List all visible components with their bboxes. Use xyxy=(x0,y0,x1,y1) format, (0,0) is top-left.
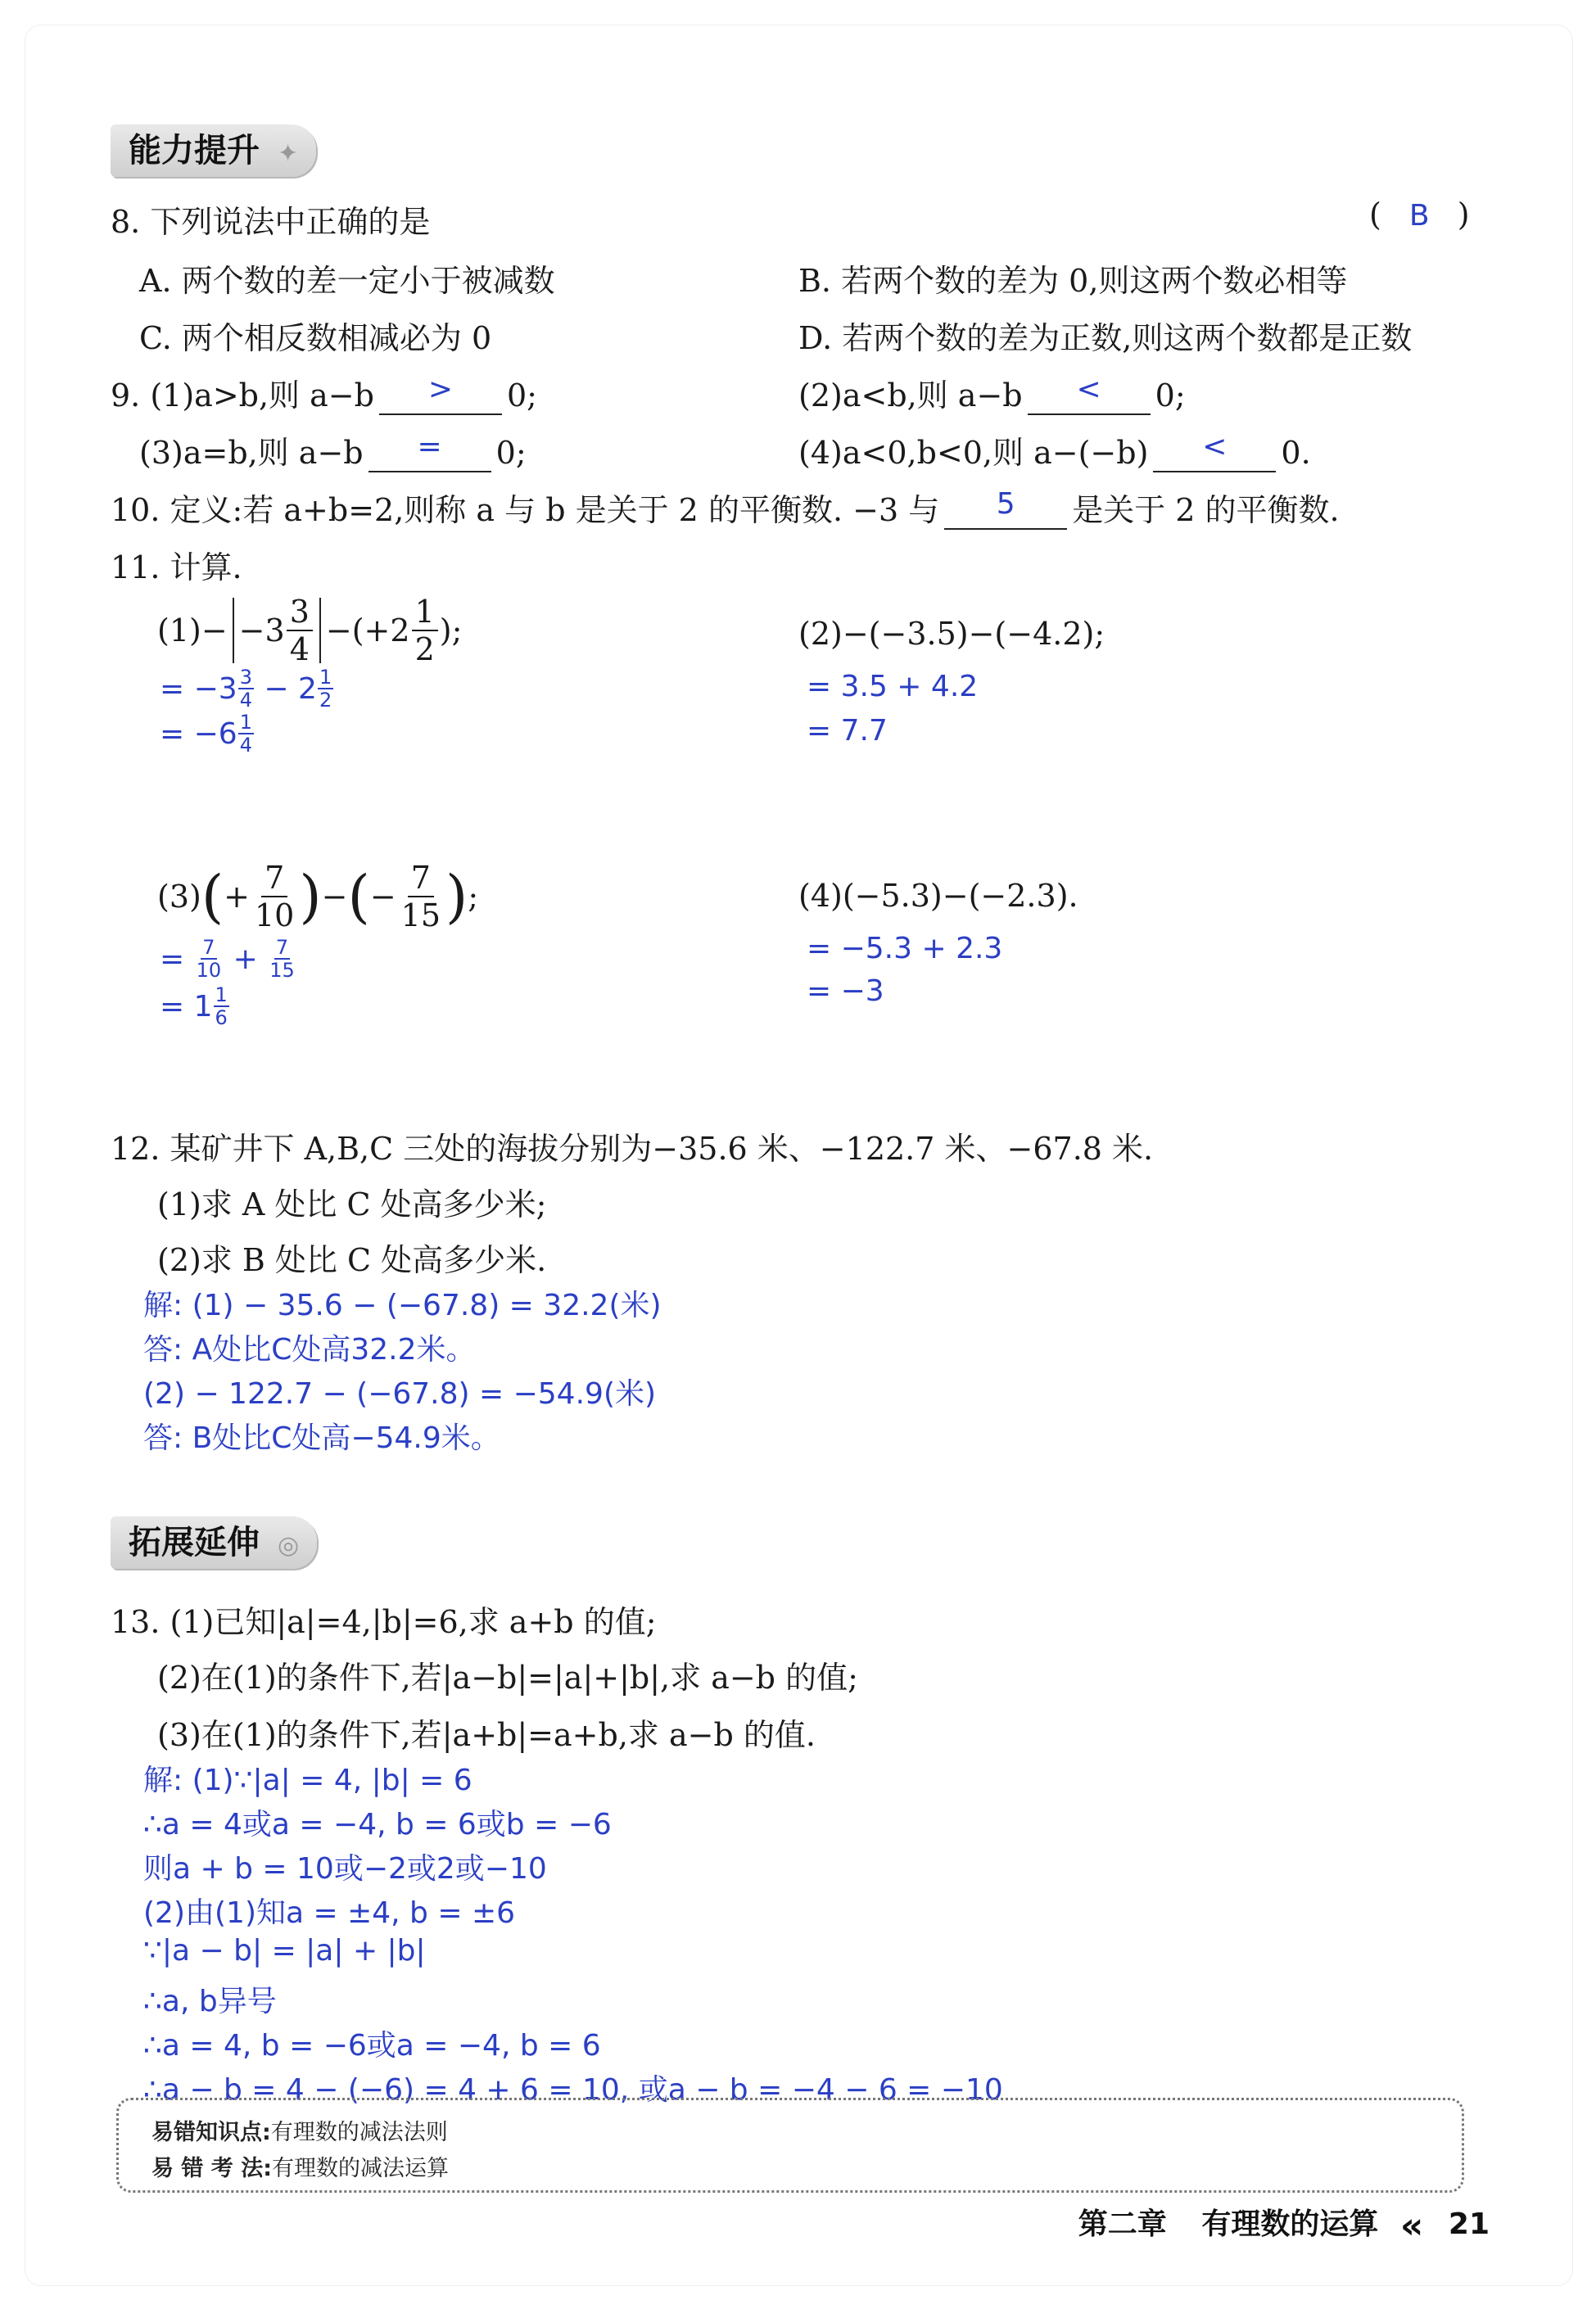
error-tip-line1 xyxy=(151,2114,448,2146)
frac-den: 2 xyxy=(319,689,332,712)
q13-work-line6: ∴a, b异号 xyxy=(143,1985,277,2018)
q8-answer-bracket xyxy=(1369,197,1470,233)
q11-stem: 11. 计算. xyxy=(111,549,242,585)
q11-part1-frac2 xyxy=(412,596,438,665)
q13-work-line5: ∵|a − b| = |a| + |b| xyxy=(143,1934,426,1968)
work-text: − 2 xyxy=(254,671,317,706)
lightbulb-icon: ◎ xyxy=(277,1531,300,1560)
q11-part1-work-line1 xyxy=(160,667,334,710)
q13-work-line8: ∴a − b = 4 − (−6) = 4 + 6 = 10, 或a − b = −4 − 6 = −10 xyxy=(143,2073,1003,2107)
section-title: 能力提升 xyxy=(129,132,260,169)
q12-work-line4: 答: B处比C处高−54.9米。 xyxy=(143,1421,500,1455)
q9-part1-text: 9. (1)a>b,则 a−b xyxy=(111,377,374,413)
q11-part1-work-line2 xyxy=(160,712,255,755)
page-number: 21 xyxy=(1448,2207,1490,2241)
abs-bar-right xyxy=(319,598,321,663)
q10-answer: 5 xyxy=(996,487,1015,521)
q8-option-c: C. 两个相反数相减必为 0 xyxy=(139,320,492,356)
work-text: = −6 xyxy=(160,716,237,751)
frac-den: 4 xyxy=(289,631,310,667)
q8-answer: B xyxy=(1408,199,1430,233)
work-frac xyxy=(238,667,254,710)
q9-part1-answer: > xyxy=(427,373,454,406)
section-banner-extension xyxy=(111,1516,317,1569)
q9-part2-text: (2)a<b,则 a−b xyxy=(798,377,1023,413)
sign: + xyxy=(224,879,250,915)
q11-part3-work-line1 xyxy=(160,938,297,980)
q9-part4-answer: < xyxy=(1202,430,1228,463)
work-text: = xyxy=(160,942,194,976)
work-frac xyxy=(214,985,229,1028)
q12-part1: (1)求 A 处比 C 处高多少米; xyxy=(157,1186,547,1222)
frac-num: 1 xyxy=(239,711,252,734)
q9-part1 xyxy=(111,370,537,415)
work-frac xyxy=(238,712,254,755)
frac-den: 15 xyxy=(400,897,441,933)
q13-part2: (2)在(1)的条件下,若|a−b|=|a|+|b|,求 a−b 的值; xyxy=(157,1660,858,1696)
q11-part4-work-line2: = −3 xyxy=(807,974,884,1008)
q9-part3-blank xyxy=(368,430,491,472)
q11-part2: (2)−(−3.5)−(−4.2); xyxy=(798,616,1105,652)
abs-bar-left xyxy=(233,598,234,663)
work-text: + xyxy=(224,942,268,976)
q11-part4-work-line1: = −5.3 + 2.3 xyxy=(807,932,1003,965)
q13-part1: 13. (1)已知|a|=4,|b|=6,求 a+b 的值; xyxy=(111,1604,657,1640)
q13-work-line7: ∴a = 4, b = −6或a = −4, b = 6 xyxy=(143,2029,601,2063)
q10-text: 10. 定义:若 a+b=2,则称 a 与 b 是关于 2 的平衡数. −3 与 xyxy=(111,492,940,528)
frac-den: 15 xyxy=(269,959,295,982)
chapter-label: 第二章 xyxy=(1078,2207,1167,2241)
bracket-open: ( xyxy=(1369,197,1381,233)
tip-label: 易 错 考 法: xyxy=(151,2156,272,2181)
frac-num: 1 xyxy=(319,666,332,689)
q11-part3-end: ; xyxy=(468,879,479,915)
q9-part1-blank xyxy=(379,373,502,415)
q9-part4-blank xyxy=(1153,430,1276,472)
tip-value: 有理数的减法法则 xyxy=(270,2120,448,2145)
q9-part4-tail: 0. xyxy=(1281,435,1311,471)
frac-num: 1 xyxy=(412,596,438,631)
sign: − xyxy=(321,879,348,915)
chapter-topic: 有理数的运算 xyxy=(1201,2207,1379,2241)
work-text: = −3 xyxy=(160,671,237,706)
work-frac xyxy=(195,938,224,980)
q9-part2-blank xyxy=(1028,373,1151,415)
q11-part1-label: (1)− xyxy=(157,612,228,648)
q9-part3-text: (3)a=b,则 a−b xyxy=(139,435,364,471)
section-banner-ability xyxy=(111,124,316,177)
q11-part3-frac2 xyxy=(398,862,444,931)
frac-den: 10 xyxy=(254,897,295,933)
q12-stem: 12. 某矿井下 A,B,C 三处的海拔分别为−35.6 米、−122.7 米、−67.8 米. xyxy=(111,1131,1154,1167)
q8-option-a: A. 两个数的差一定小于被减数 xyxy=(139,263,555,299)
section-title: 拓展延伸 xyxy=(129,1524,260,1561)
q11-part1-end: ); xyxy=(439,612,463,648)
q9-part2-answer: < xyxy=(1076,373,1101,406)
q11-part4: (4)(−5.3)−(−2.3). xyxy=(798,878,1078,914)
frac-num: 7 xyxy=(261,862,287,897)
q11-part3-label: (3) xyxy=(157,879,201,915)
q11-part1-whole1: −3 xyxy=(238,612,285,648)
q11-part3 xyxy=(157,860,478,933)
sign: − xyxy=(369,879,396,915)
q10-blank xyxy=(944,487,1067,530)
q11-part2-work-line1: = 3.5 + 4.2 xyxy=(807,670,979,703)
paren: ) xyxy=(445,863,468,930)
q11-part1 xyxy=(157,594,462,667)
work-frac xyxy=(268,938,296,980)
q12-part2: (2)求 B 处比 C 处高多少米. xyxy=(157,1242,547,1278)
q9-part3-tail: 0; xyxy=(495,435,527,471)
frac-den: 4 xyxy=(239,689,252,712)
work-text: = 1 xyxy=(160,989,213,1023)
frac-num: 3 xyxy=(239,666,252,689)
paren: ) xyxy=(299,863,322,930)
q8-option-b: B. 若两个数的差为 0,则这两个数必相等 xyxy=(798,263,1348,299)
q9-part4-text: (4)a<0,b<0,则 a−(−b) xyxy=(798,435,1149,471)
q11-part2-work-line2: = 7.7 xyxy=(807,714,888,748)
q9-part2-tail: 0; xyxy=(1155,377,1186,413)
q8-option-d: D. 若两个数的差为正数,则这两个数都是正数 xyxy=(798,320,1413,356)
error-tip-line2 xyxy=(151,2150,449,2182)
q10 xyxy=(111,485,1340,530)
q10-tail: 是关于 2 的平衡数. xyxy=(1072,492,1340,528)
frac-den: 6 xyxy=(215,1006,228,1029)
q11-part3-work-line2 xyxy=(160,985,230,1028)
q11-part1-mid: −(+2 xyxy=(325,612,410,648)
work-frac xyxy=(318,667,333,710)
q8-stem: 8. 下列说法中正确的是 xyxy=(111,204,431,240)
page-footer xyxy=(1078,2201,1490,2247)
star-icon: ✦ xyxy=(277,139,299,168)
q11-part1-frac1 xyxy=(287,596,313,665)
tip-label: 易错知识点: xyxy=(151,2120,271,2145)
tip-value: 有理数的减法运算 xyxy=(272,2156,449,2181)
frac-num: 7 xyxy=(202,936,215,959)
q9-part3-answer: = xyxy=(417,430,442,463)
q9-part1-tail: 0; xyxy=(506,377,537,413)
frac-num: 1 xyxy=(215,983,228,1006)
q13-part3: (3)在(1)的条件下,若|a+b|=a+b,求 a−b 的值. xyxy=(157,1717,816,1753)
paren: ( xyxy=(201,863,224,930)
frac-num: 7 xyxy=(408,862,434,897)
bracket-close: ) xyxy=(1457,197,1470,233)
q13-work-line2: ∴a = 4或a = −4, b = 6或b = −6 xyxy=(143,1808,612,1841)
q9-part4 xyxy=(798,427,1311,472)
q13-work-line4: (2)由(1)知a = ±4, b = ±6 xyxy=(143,1896,516,1930)
q12-work-line1: 解: (1) − 35.6 − (−67.8) = 32.2(米) xyxy=(143,1289,662,1322)
frac-den: 2 xyxy=(414,631,435,667)
q12-work-line2: 答: A处比C处高32.2米。 xyxy=(143,1333,476,1367)
q9-part3 xyxy=(139,427,527,472)
frac-den: 4 xyxy=(239,734,252,757)
q9-part2 xyxy=(798,370,1186,415)
frac-den: 10 xyxy=(196,959,222,982)
frac-num: 3 xyxy=(287,596,313,631)
q12-work-line3: (2) − 122.7 − (−67.8) = −54.9(米) xyxy=(143,1377,657,1411)
frac-num: 7 xyxy=(275,936,289,959)
q11-part3-frac1 xyxy=(251,862,297,931)
q13-work-line3: 则a + b = 10或−2或2或−10 xyxy=(143,1852,547,1886)
paren: ( xyxy=(347,863,370,930)
q13-work-line1: 解: (1)∵|a| = 4, |b| = 6 xyxy=(143,1764,472,1797)
chevron-left-icon: « xyxy=(1399,2204,1424,2247)
